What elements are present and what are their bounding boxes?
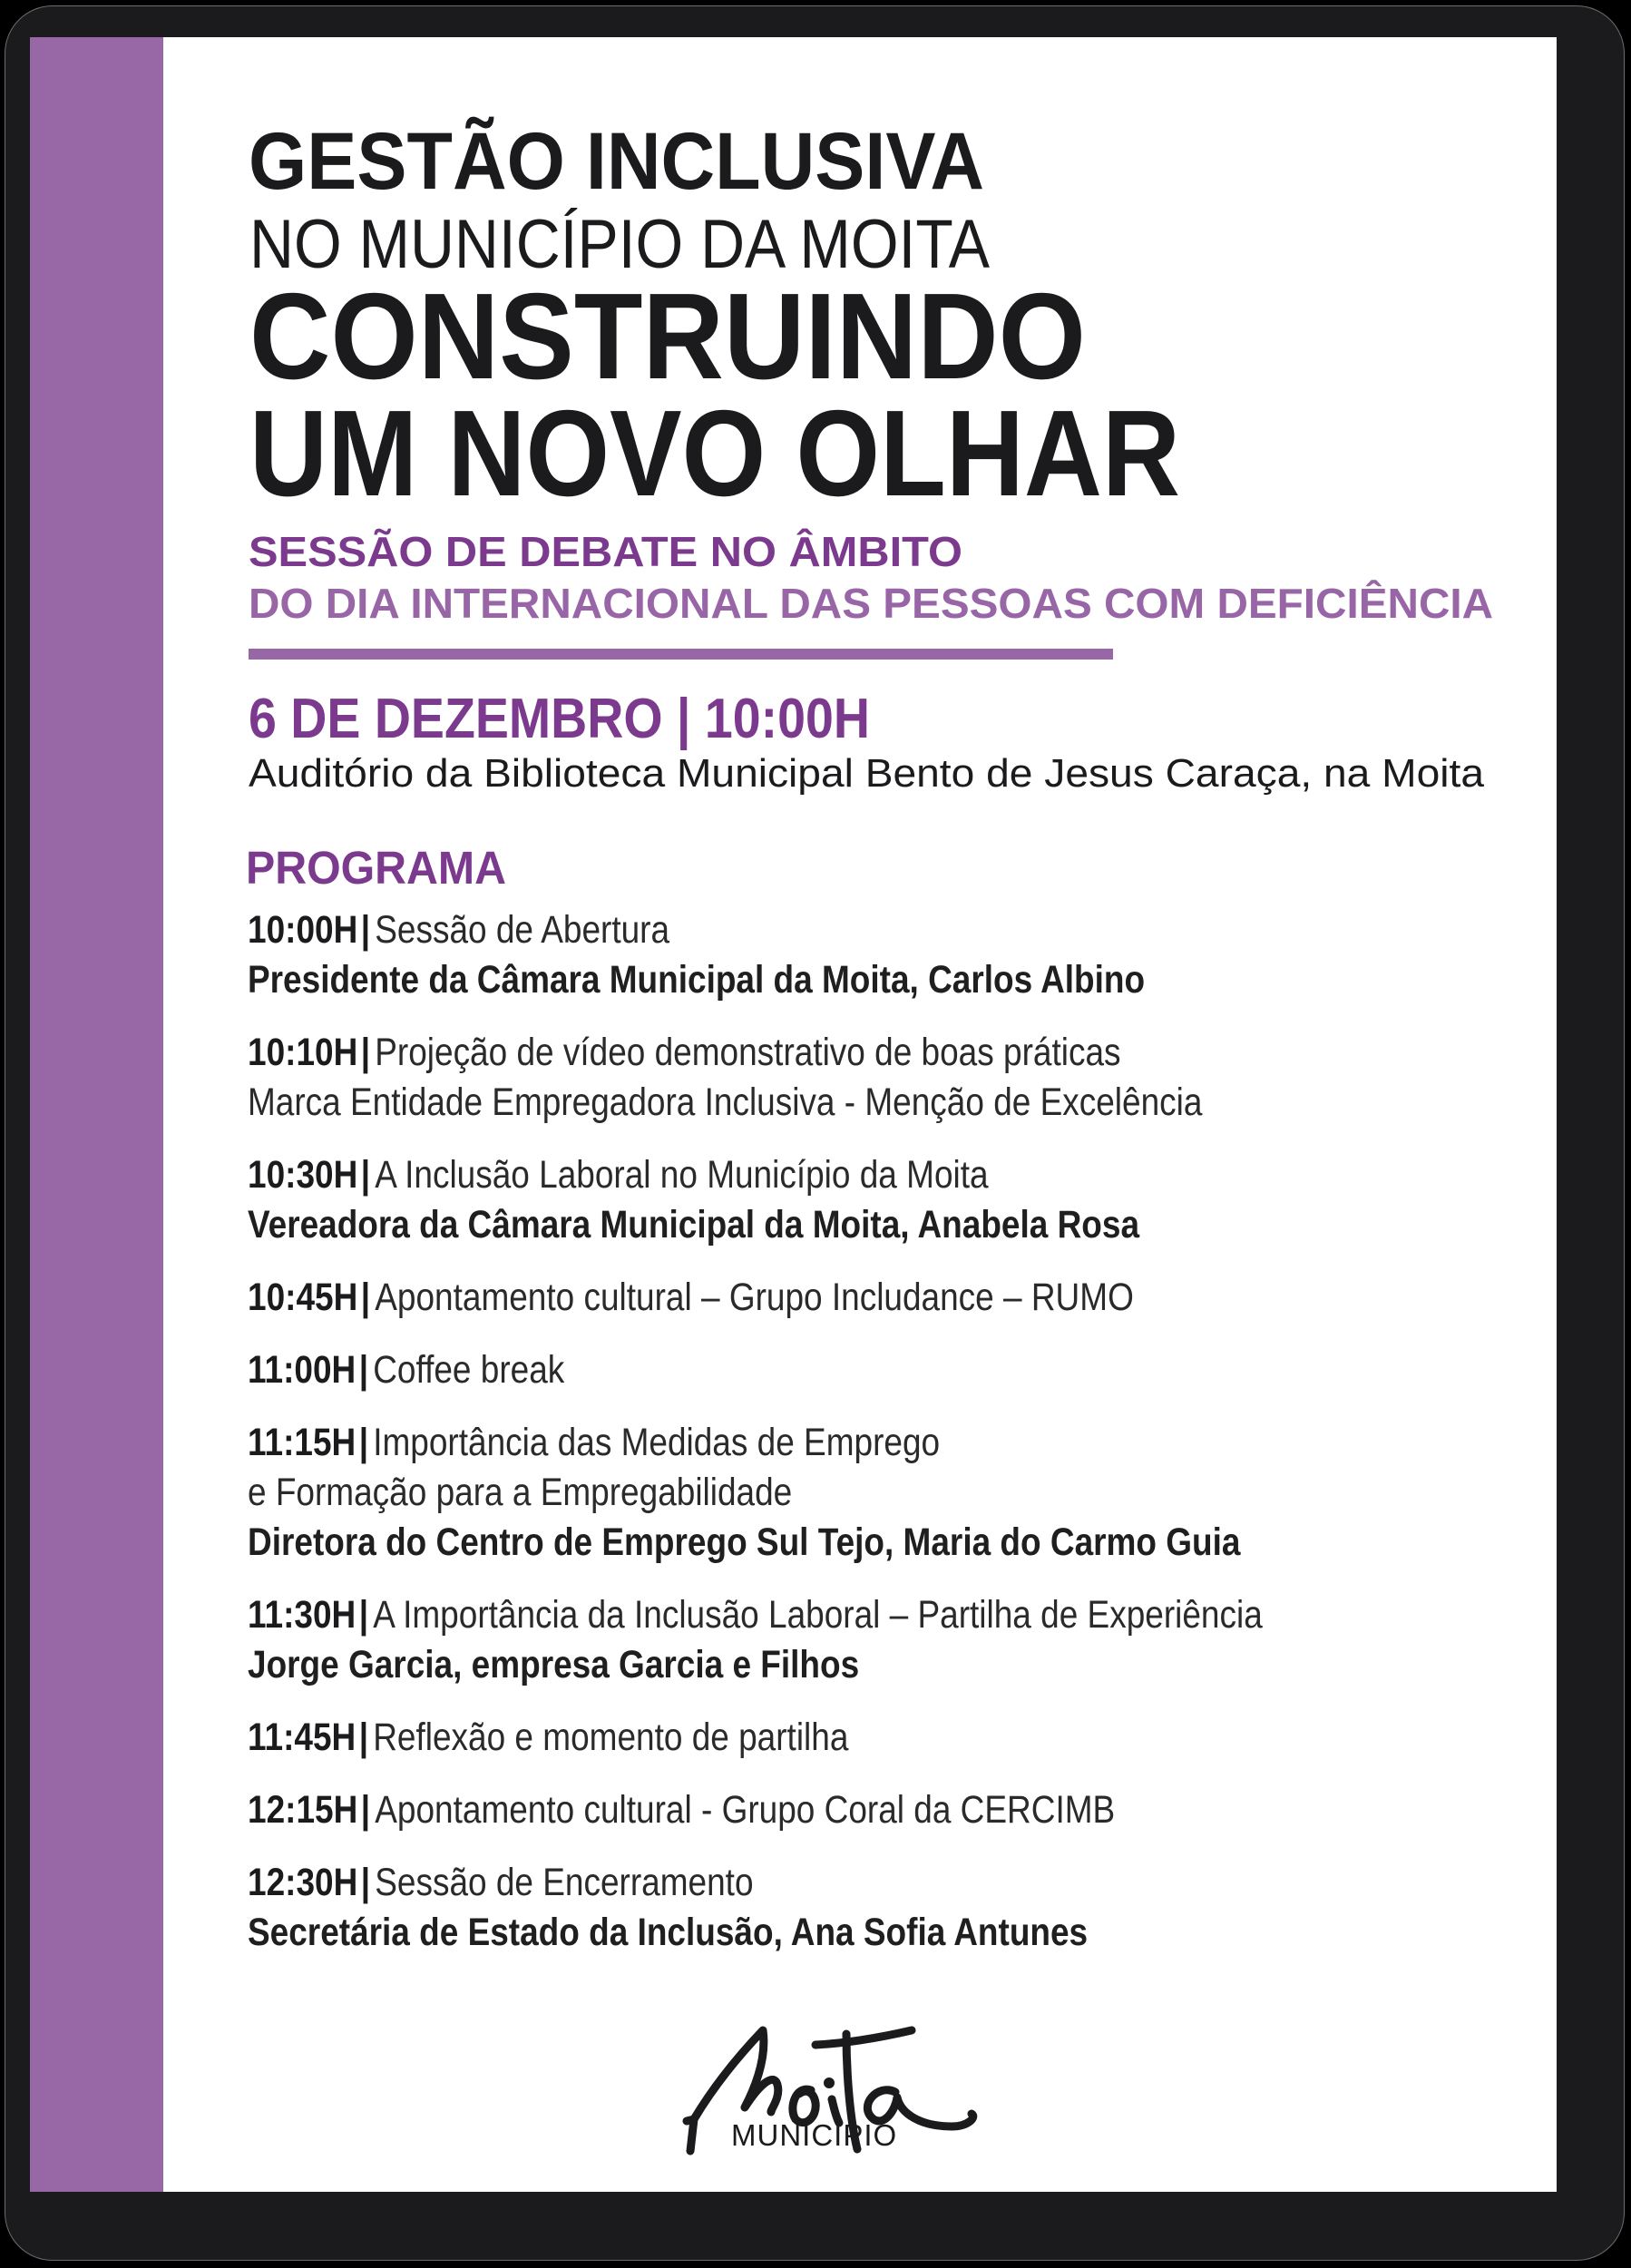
event-venue: Auditório da Biblioteca Municipal Bento de Jesus Caraça, na Moita (249, 751, 1484, 796)
subtitle-international-day: DO DIA INTERNACIONAL DAS PESSOAS COM DEFICIÊNCIA (249, 580, 1494, 627)
poster-content (30, 37, 1557, 2192)
program-activity: Importância das Medidas de Emprego (373, 1421, 941, 1464)
program-activity-continued: e Formação para a Empregabilidade (248, 1471, 793, 1514)
purple-divider (249, 649, 1113, 660)
program-entry-heading (248, 1593, 1263, 1637)
program-speaker: Vereadora da Câmara Municipal da Moita, Anabela Rosa (248, 1203, 1140, 1246)
time-separator: | (360, 1031, 371, 1074)
program-entry-heading (248, 1033, 1121, 1072)
time-separator: | (358, 1593, 369, 1637)
program-activity: A Inclusão Laboral no Município da Moita (375, 1153, 989, 1197)
program-time: 10:10H (248, 1031, 358, 1074)
program-speaker: Jorge Garcia, empresa Garcia e Filhos (248, 1643, 860, 1686)
time-separator: | (358, 1348, 369, 1392)
time-separator: | (358, 1716, 369, 1759)
event-date-time: 6 DE DEZEMBRO | 10:00H (249, 688, 870, 750)
time-separator: | (360, 908, 371, 952)
program-activity: Coffee break (373, 1348, 565, 1392)
program-time: 10:00H (248, 908, 358, 952)
time-separator: | (360, 1861, 371, 1904)
program-time: 10:30H (248, 1153, 358, 1197)
program-time: 11:45H (248, 1716, 356, 1759)
poster-frame (5, 6, 1624, 2260)
program-time: 12:30H (248, 1861, 358, 1904)
time-separator: | (360, 1276, 371, 1319)
program-activity-continued: Marca Entidade Empregadora Inclusiva - Menção de Excelência (248, 1080, 1203, 1124)
program-speaker: Presidente da Câmara Municipal da Moita, Carlos Albino (248, 958, 1146, 1002)
program-time: 11:30H (248, 1593, 356, 1637)
program-entry-heading (248, 1153, 989, 1197)
program-speaker: Secretária de Estado da Inclusão, Ana Sofia Antunes (248, 1911, 1089, 1954)
program-activity: Sessão de Abertura (375, 908, 670, 952)
headline-gestao-inclusiva: GESTÃO INCLUSIVA (249, 115, 985, 206)
program-entry-heading (248, 1788, 1116, 1832)
program-time: 10:45H (248, 1276, 358, 1319)
program-entry-heading (248, 1863, 754, 1902)
headline-construindo: CONSTRUINDO (249, 268, 1086, 405)
time-separator: | (358, 1421, 369, 1464)
program-activity: Projeção de vídeo demonstrativo de boas práticas (375, 1031, 1121, 1074)
subtitle-debate-session: SESSÃO DE DEBATE NO ÂMBITO (249, 528, 963, 575)
program-activity: Sessão de Encerramento (375, 1861, 754, 1904)
program-time: 11:00H (248, 1348, 356, 1392)
program-entry-heading (248, 1423, 940, 1462)
time-separator: | (360, 1788, 371, 1832)
program-entry-heading (248, 1348, 565, 1392)
poster-page (30, 37, 1557, 2192)
program-activity: A Importância da Inclusão Laboral – Partilha de Experiência (373, 1593, 1263, 1637)
logo-municipio-label: MUNICÍPIO (731, 2118, 898, 2152)
program-activity: Apontamento cultural – Grupo Includance – RUMO (375, 1276, 1134, 1319)
program-entry-heading (248, 908, 670, 952)
program-activity: Apontamento cultural - Grupo Coral da CERCIMB (375, 1788, 1116, 1832)
headline-um-novo-olhar: UM NOVO OLHAR (249, 385, 1180, 522)
headline-no-municipio: NO MUNICÍPIO DA MOITA (249, 206, 990, 283)
moita-municipio-logo (679, 2019, 979, 2165)
program-entry-heading (248, 1718, 848, 1757)
program-activity: Reflexão e momento de partilha (373, 1716, 849, 1759)
program-time: 12:15H (248, 1788, 358, 1832)
time-separator: | (360, 1153, 371, 1197)
program-entry-heading (248, 1278, 1134, 1317)
program-time: 11:15H (248, 1421, 356, 1464)
program-speaker: Diretora do Centro de Emprego Sul Tejo, Maria do Carmo Guia (248, 1520, 1241, 1564)
program-title: PROGRAMA (246, 842, 507, 894)
